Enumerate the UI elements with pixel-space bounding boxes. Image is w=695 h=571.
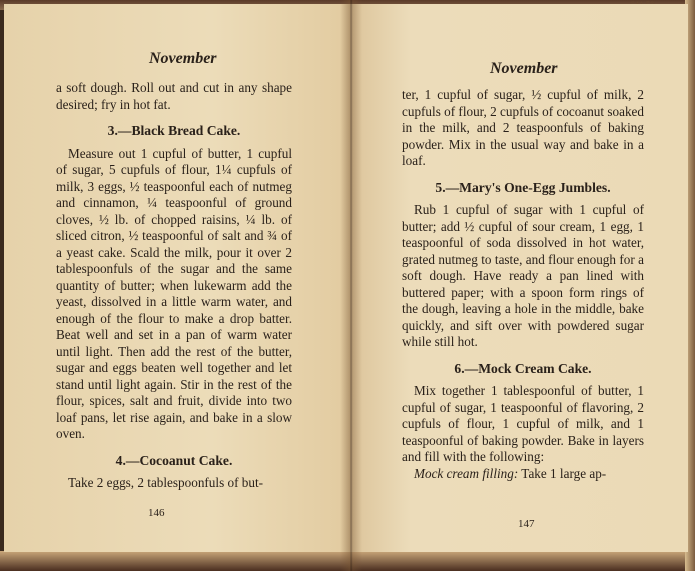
left-text-column bbox=[56, 80, 292, 492]
left-page bbox=[4, 4, 350, 552]
page-number-left: 146 bbox=[148, 507, 165, 519]
recipe-title: 4.—Cocoanut Cake. bbox=[115, 452, 233, 468]
book-gutter bbox=[340, 0, 362, 571]
recipe-title: 5.—Mary's One-Egg Jumbles. bbox=[435, 179, 611, 195]
running-head-right: November bbox=[490, 60, 558, 77]
recipe-body: Measure out 1 cupful of butter, 1 cupful of sugar, 5 cupfuls of flour, 1¼ cupfuls of milk, 3 eggs, ½ teaspoonful each of nutmeg and cinnamon, ¼ teaspoonful of ground cloves, ½ lb. of chopped raisins, ¼ lb. of sliced citron, ½ teaspoonful of salt and ¾ of a yeast cake. Scald the milk, pour it over 2 tablespoonfuls of the sugar and the same quantity of butter; when lukewarm add the yeast, dissolved in a little warm water, and enough of the flour to make a drop batter. Beat well and set in a pan of warm water until light. Then add the rest of the butter, sugar and eggs beaten well together and let stand until light again. Stir in the rest of the flour, spices, salt and fruit, divide into two loaf pans, let rise again, and bake in a slow oven. bbox=[56, 145, 292, 441]
recipe-body: Mix together 1 tablespoonful of butter, 1 cupful of sugar, 1 teaspoonful of flavoring, 2 cupfuls of flour, 1 cupful of milk, and 1 teaspoonful of baking powder. Bake in layers and fill with the following: bbox=[402, 383, 644, 464]
recipe-title: 3.—Black Bread Cake. bbox=[107, 123, 241, 138]
running-head-left: November bbox=[149, 50, 217, 67]
right-text-column bbox=[402, 87, 644, 482]
filling-line bbox=[402, 466, 644, 483]
page-number-right: 147 bbox=[518, 518, 535, 530]
right-page bbox=[350, 4, 688, 552]
continued-text-left: a soft dough. Roll out and cut in any shape desired; fry in hot fat. bbox=[56, 80, 292, 112]
recipe-body: Take 2 eggs, 2 tablespoonfuls of but- bbox=[68, 475, 264, 490]
continued-text-right: ter, 1 cupful of sugar, ½ cupful of milk, 2 cupfuls of flour, 2 cupfuls of cocoanut soaked in the milk, and 2 teaspoonfuls of baking powder. Mix in the usual way and bake in a loaf. bbox=[402, 87, 644, 168]
filling-label: Mock cream filling: bbox=[414, 465, 519, 481]
recipe-body: Rub 1 cupful of sugar with 1 cupful of butter; add ½ cupful of sour cream, 1 egg, 1 teaspoonful of soda dissolved in hot water, grated nutmeg to taste, and flour enough for a soft dough. Have ready a pan lined with buttered paper; with a spoon form rings of the dough, leaving a hole in the middle, bake quickly, and sift over with powdered sugar while still hot. bbox=[402, 202, 644, 349]
filling-text: Take 1 large ap- bbox=[518, 465, 607, 481]
recipe-title: 6.—Mock Cream Cake. bbox=[454, 360, 592, 376]
